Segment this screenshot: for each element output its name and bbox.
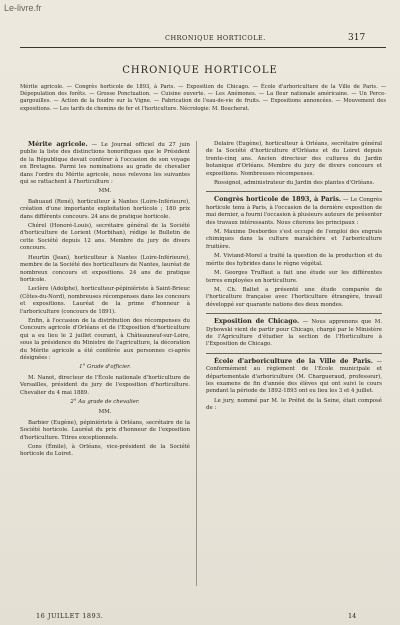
paragraph: Mérite agricole. — Le Journal officiel du 27 juin publie la liste des distinctions honorifiques que le Président de la République devait conférer à l'occasion de son voyage en Bretagne. Parmi les nominations au grade de chevalier dans l'ordre du Mérite agricole, nous relevons les suivantes qui se rattachent à l'horticulture : bbox=[20, 140, 190, 186]
column-divider bbox=[196, 141, 197, 586]
left-column bbox=[20, 141, 190, 461]
list-item: Chérel (Honoré-Louis), secrétaire général de la Société d'horticulture de Lorient (Morbihan), rédige le Bulletin de cette Société depuis 12 ans. Membre du jury de divers concours. bbox=[20, 223, 190, 252]
section-heading: Mérite agricole. bbox=[28, 140, 88, 148]
section-heading: Congrès horticole de 1893, à Paris. bbox=[214, 195, 342, 204]
summary-paragraph: Mérite agricole. — Congrès horticole de 1893, à Paris. — Exposition de Chicago. — École d'arboriculture de la Ville de Paris. — Dépopulation des forêts. — Grosse Ponctuation. — Cuisine ouverte. — Les Anémones. — La fleur nationale américaine. — Un Perce-gargouilles. — Action de la foudre sur la Vigne. — Fabrication de l'eau-de-vie de fruits. — Expositions annoncées. — Mouvement des expositions. — Les tarifs de chemins de fer et l'horticulture. Nécrologie: M. Boucherat. bbox=[20, 84, 386, 112]
list-item: Heurtin (Jean), horticulteur à Nantes (Loire-Inférieure), membre de la Société des horticulteurs de Nantes, lauréat de nombreux concours et expositions. 24 ans de pratique horticole. bbox=[20, 254, 190, 283]
list-item: M. Nanot, directeur de l'École nationale d'horticulture de Versailles, président du jury de l'exposition d'horticulture. Chevalier du 4 mai 1889. bbox=[20, 374, 190, 396]
right-column bbox=[206, 141, 382, 415]
grade-heading: 2° Au grade de chevalier. bbox=[70, 399, 140, 405]
list-item: Rossignol, administrateur du Jardin des plantes d'Orléans. bbox=[214, 180, 375, 187]
page-footer bbox=[0, 612, 400, 622]
grade-heading: 1° Grade d'officier. bbox=[79, 364, 131, 371]
section-divider bbox=[206, 313, 382, 314]
list-item: Bahuaud (René), horticulteur à Nantes (Loire-Inférieure), création d'une importante exploitation horticole ; 180 prix dans différents concours. 24 ans de pratique horticole. bbox=[20, 198, 190, 220]
running-title: CHRONIQUE HORTICOLE. bbox=[165, 34, 266, 42]
paragraph: Le jury, nommé par M. le Préfet de la Seine, était composé de : bbox=[206, 397, 382, 412]
list-item: Barbier (Eugène), pépiniériste à Orléans, secrétaire de la Société horticole. Lauréat du prix d'honneur de l'exposition d'horticulture. Titres exceptionnels. bbox=[20, 419, 190, 441]
page-number: 317 bbox=[348, 33, 366, 43]
paragraph: M. Viviand-Morel a traité la question de la production et du mérite des hybrides dans le règne végétal. bbox=[206, 253, 382, 267]
list-item: Cons (Émile), à Orléans, vice-président de la Société horticole du Loiret. bbox=[20, 444, 190, 458]
list-label: MM. bbox=[98, 188, 112, 195]
list-item: Leclère (Adolphe), horticulteur-pépiniériste à Saint-Brieuc (Côtes-du-Nord), nombreuses récompenses dans les concours et expositions. Lauréat de la prime d'honneur à l'arboriculture (concours de 1891). bbox=[20, 286, 190, 315]
section-heading: École d'arboriculture de la Ville de Paris. bbox=[214, 356, 373, 365]
header-rule bbox=[20, 47, 386, 48]
watermark-label: Le-livre.fr bbox=[4, 3, 42, 13]
paragraph: Congrès horticole de 1893, à Paris. — Le Congrès horticole tenu à Paris, à l'occasion de la dernière exposition de mai dernier, a fourni l'occasion à plusieurs auteurs de présenter des travaux intéressants. Nous citerons les principaux : bbox=[206, 195, 383, 226]
paragraph: M. Georges Truffaut a fait une étude sur les différentes terres employées en horticulture. bbox=[206, 270, 382, 284]
section-title: CHRONIQUE HORTICOLE bbox=[122, 65, 278, 76]
paragraph: Enfin, à l'occasion de la distribution des récompenses du Concours agricole d'Orléans et de l'Exposition d'horticulture qui a eu lieu le 2 juillet courant, à Châteauneuf-sur-Loire, sous la présidence du Ministre de l'agriculture, la décoration du Mérite agricole a été conférée aux personnes ci-après désignées : bbox=[20, 317, 190, 361]
section-heading: Exposition de Chicago. bbox=[214, 317, 300, 326]
section-divider bbox=[206, 353, 382, 354]
sheet-number: 14 bbox=[348, 612, 357, 620]
paragraph: M. Maxime Desbordes s'est occupé de l'emploi des engrais chimiques dans la culture maraîchère et l'arboriculture fruitière. bbox=[206, 229, 382, 250]
list-item: Delaire (Eugène), horticulteur à Orléans, secrétaire général de la Société d'horticulture d'Orléans et du Loiret depuis trente-cinq ans. Ancien directeur des cultures du Jardin botanique d'Orléans. Membre du jury de divers concours et expositions. Nombreuses récompenses. bbox=[206, 141, 382, 177]
running-header bbox=[0, 34, 400, 48]
paragraph: M. Ch. Baltet a présenté une étude comparée de l'horticulture française avec l'horticulture étrangère, travail développé sur quarante nations des deux mondes. bbox=[206, 286, 382, 308]
paragraph: Exposition de Chicago. — Nous apprenons que M. Dybowski vient de partir pour Chicago, chargé par le Ministère de l'Agriculture d'étudier la section de l'Horticulture à l'Exposition de Chicago. bbox=[206, 317, 383, 348]
list-label: MM. bbox=[98, 409, 112, 416]
paragraph: École d'arboriculture de la Ville de Paris. — Conformément au règlement de l'École municipale et départementale d'arboriculture (M. Chargueraud, professeur), les examens de fin d'année des élèves qui ont suivi le cours pendant la période de 1892-1893 ont eu lieu les 3 et 4 juillet. bbox=[206, 356, 382, 395]
issue-date: 16 JUILLET 1893. bbox=[36, 612, 104, 620]
section-divider bbox=[206, 191, 382, 192]
